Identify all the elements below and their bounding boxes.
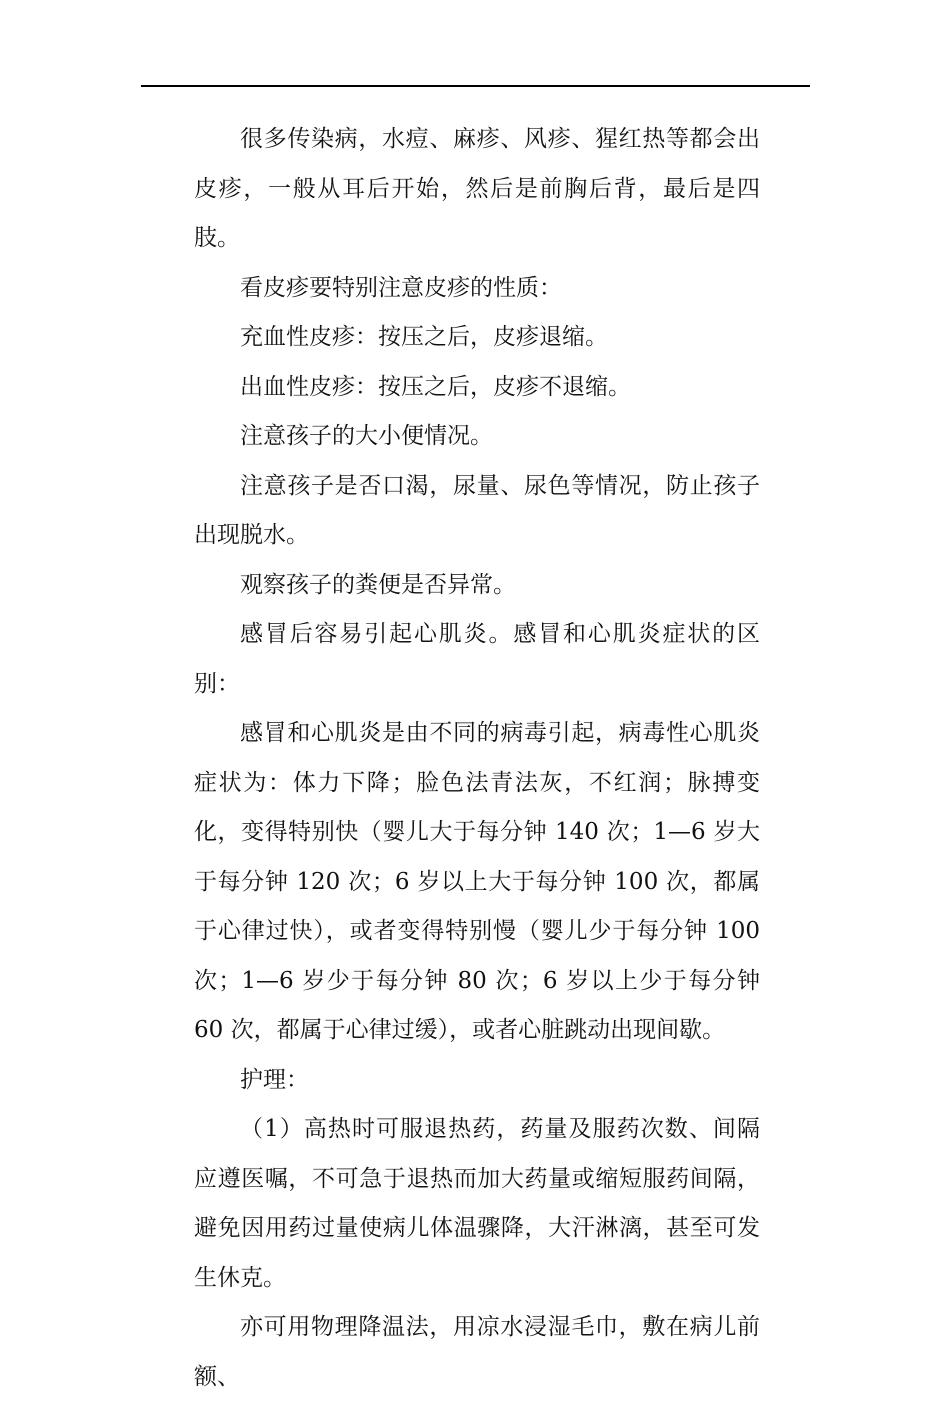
- paragraph: 感冒后容易引起心肌炎。感冒和心肌炎症状的区别：: [194, 621, 760, 697]
- header-rule: [141, 85, 810, 87]
- paragraph: 感冒和心肌炎是由不同的病毒引起，病毒性心肌炎症状为：体力下降；脸色法青法灰，不红润；脉搏变化，变得特别快（婴儿大于每分钟 140 次；1—6 岁大于每分钟 120 次；6 岁以上大于每分钟 100 次，都属于心律过快），或者变得特别慢（婴儿少于每分钟 100 次；1—6 岁少于每分钟 80 次；6 岁以上少于每分钟 60 次，都属于心律过缓），或者心脏跳动出现间歇。: [194, 720, 760, 1043]
- paragraph: 护理：: [240, 1066, 309, 1093]
- paragraph: 亦可用物理降温法，用凉水浸湿毛巾，敷在病儿前额、: [194, 1314, 760, 1390]
- paragraph: （1）高热时可服退热药，药量及服药次数、间隔应遵医嘱，不可急于退热而加大药量或缩短服药间隔，避免因用药过量使病儿体温骤降，大汗淋漓，甚至可发生休克。: [194, 1116, 760, 1291]
- paragraph: 观察孩子的粪便是否异常。: [240, 571, 516, 598]
- paragraph: 充血性皮疹：按压之后，皮疹退缩。: [240, 324, 608, 350]
- body-text: [194, 115, 760, 1402]
- paragraph: 注意孩子是否口渴，尿量、尿色等情况，防止孩子出现脱水。: [194, 472, 760, 548]
- paragraph: 很多传染病，水痘、麻疹、风疹、猩红热等都会出皮疹，一般从耳后开始，然后是前胸后背，最后是四肢。: [194, 126, 760, 251]
- paragraph: 出血性皮疹：按压之后，皮疹不退缩。: [240, 373, 631, 400]
- paragraph: 看皮疹要特别注意皮疹的性质：: [240, 274, 562, 301]
- paragraph: 注意孩子的大小便情况。: [240, 423, 493, 449]
